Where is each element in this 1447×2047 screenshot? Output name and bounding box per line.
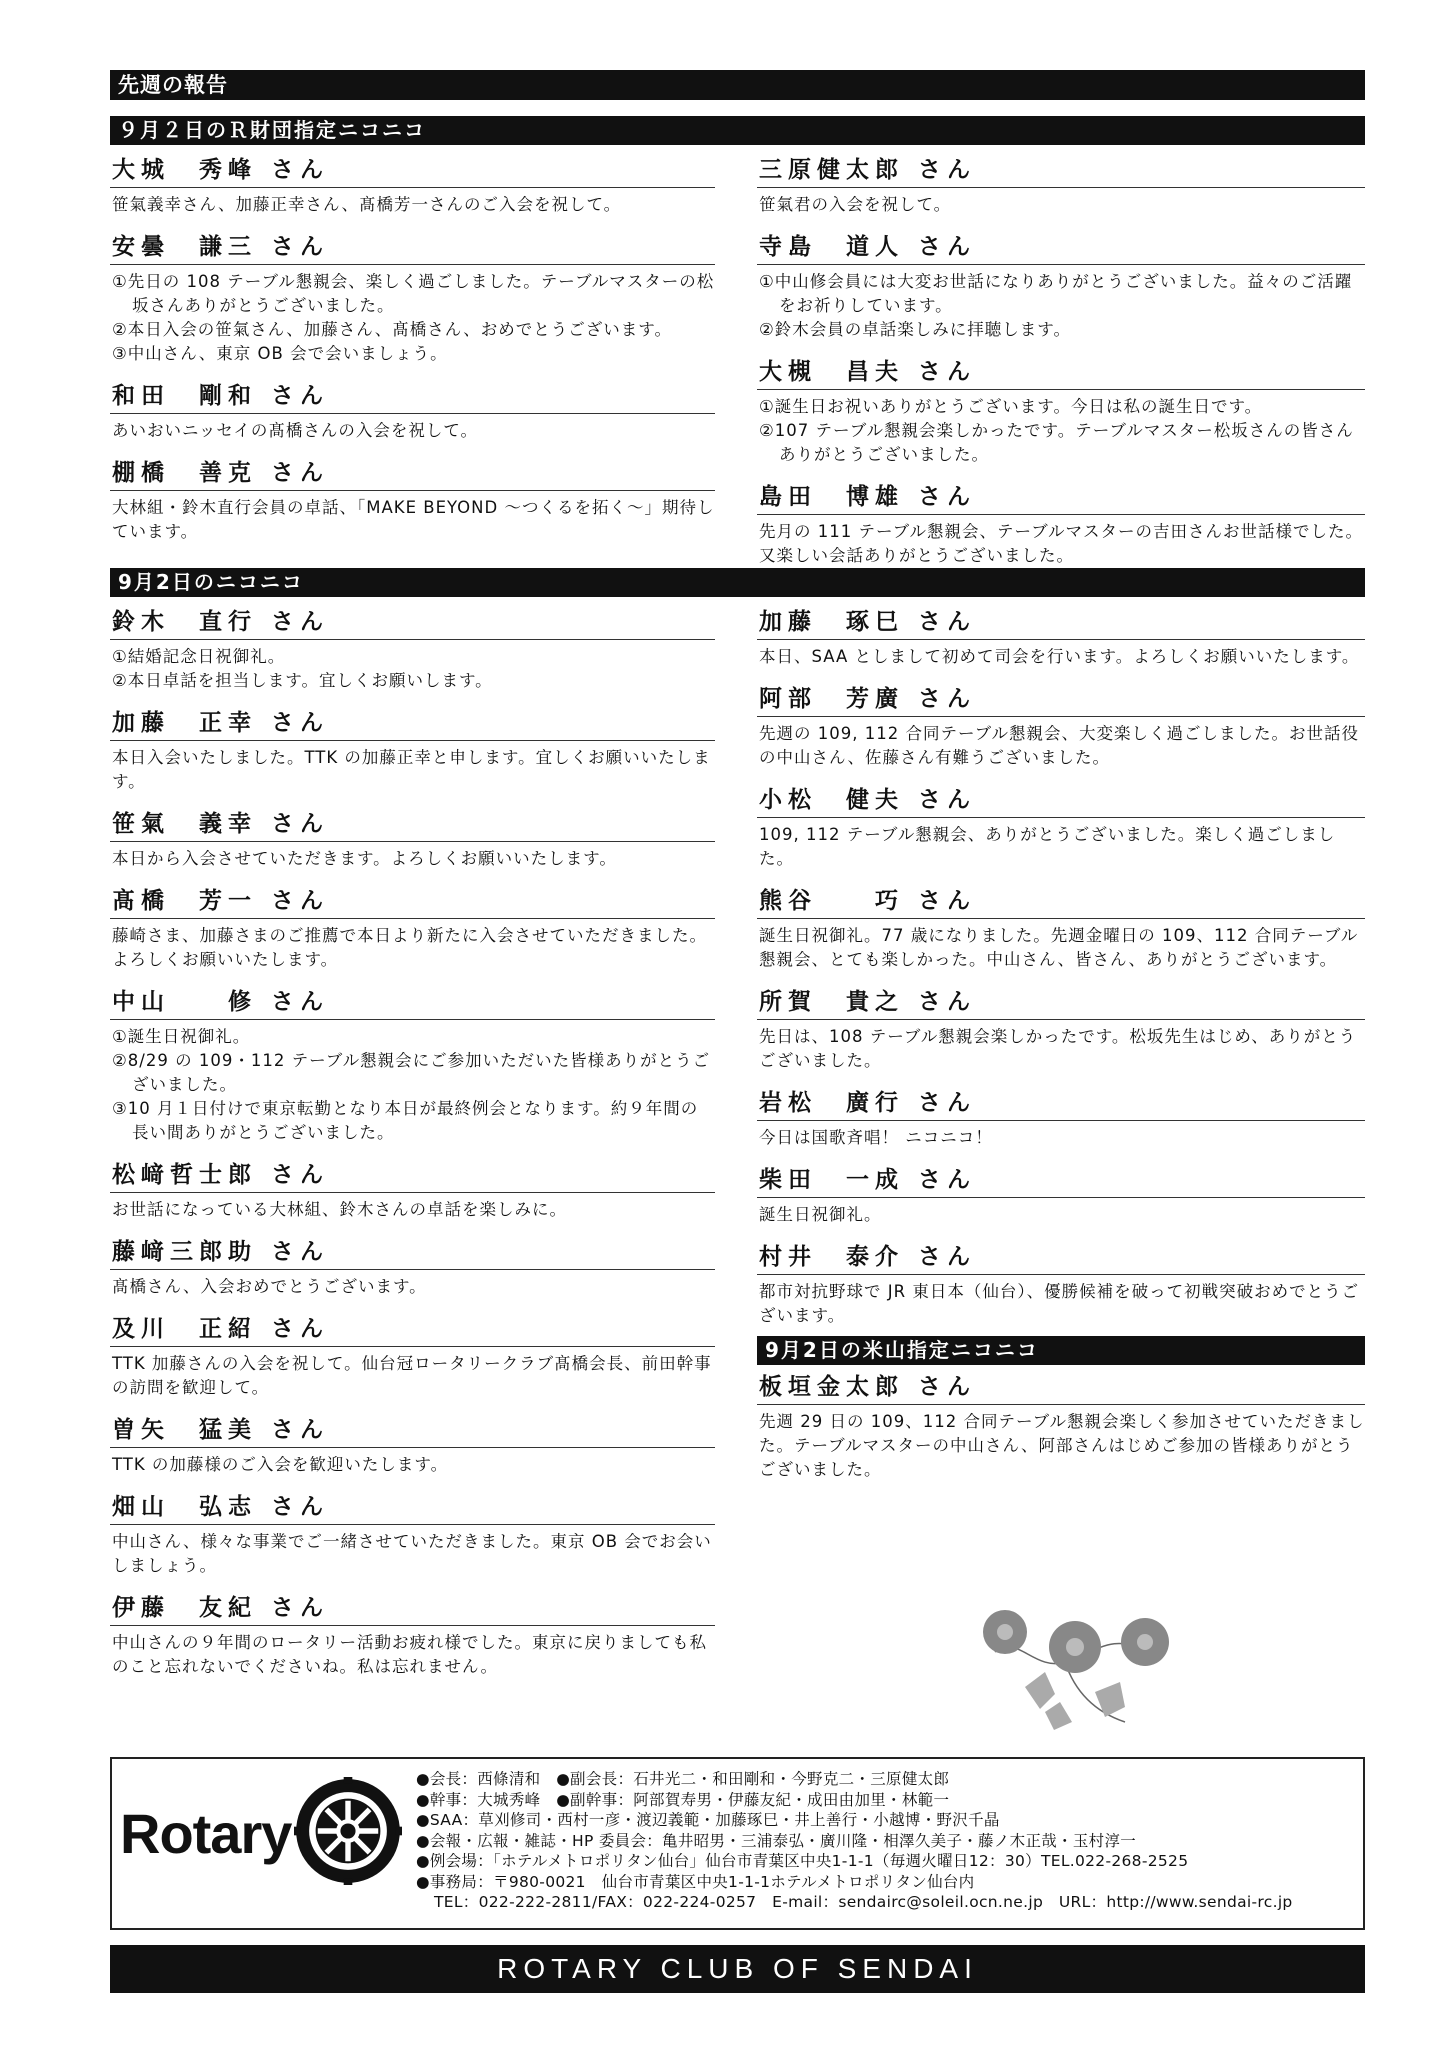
- part1-right-column: [757, 148, 1365, 576]
- part2-columns: [110, 600, 1365, 1687]
- member-entry: [757, 350, 1365, 469]
- member-name: 藤﨑三郎助 さん: [110, 1230, 715, 1270]
- info-line-secretary: ●幹事：大城秀峰 ●副幹事：阿部賀寿男・伊藤友紀・成田由加里・林範一: [416, 1790, 950, 1809]
- part2-right-column: [757, 600, 1365, 1687]
- member-name: 板垣金太郎 さん: [757, 1365, 1365, 1405]
- club-name-banner: ROTARY CLUB OF SENDAI: [110, 1945, 1365, 1993]
- part2-left-column: [110, 600, 715, 1687]
- message-line: 109, 112 テーブル懇親会、ありがとうございました。楽しく過ごしました。: [759, 825, 1336, 868]
- message-line: TTK 加藤さんの入会を祝して。仙台冠ロータリークラブ髙橋会長、前田幹事の訪問を歓迎して。: [112, 1354, 712, 1397]
- info-line-contact: TEL：022-222-2811/FAX：022-224-0257 E-mail：sendairc@soleil.ocn.ne.jp URL：http://www.sendai-rc.jp: [434, 1893, 1293, 1911]
- member-message: [110, 1020, 715, 1147]
- member-entry: [757, 980, 1365, 1075]
- member-entry: [110, 980, 715, 1147]
- part1-title: ９月２日のＲ財団指定ニコニコ: [110, 116, 1365, 145]
- member-message: [757, 1198, 1365, 1229]
- message-line: 先日は、108 テーブル懇親会楽しかったです。松坂先生はじめ、ありがとうございました。: [759, 1027, 1357, 1070]
- member-message: [110, 919, 715, 974]
- message-line: 藤崎さま、加藤さまのご推薦で本日より新たに入会させていただきました。よろしくお願いいたします。: [112, 926, 707, 969]
- member-name: 村井 泰介 さん: [757, 1235, 1365, 1275]
- message-line: 先週の 109, 112 合同テーブル懇親会、大変楽しく過ごしました。お世話役の中山さん、佐藤さん有難うございました。: [759, 724, 1359, 767]
- rotary-wheel-icon: [294, 1777, 402, 1885]
- message-line: 先月の 111 テーブル懇親会、テーブルマスターの吉田さんお世話様でした。又楽しい会話ありがとうございました。: [759, 522, 1364, 565]
- member-message: [757, 515, 1365, 570]
- member-name: 岩松 廣行 さん: [757, 1081, 1365, 1121]
- message-line: 笹氣君の入会を祝して。: [759, 195, 952, 214]
- member-entry: [110, 374, 715, 445]
- member-message: [110, 188, 715, 219]
- message-line: 中山さん、様々な事業でご一緒させていただきました。東京 OB 会でお会いしましょう。: [112, 1532, 712, 1575]
- member-message: [757, 1275, 1365, 1330]
- message-line: ①結婚記念日祝御礼。: [112, 647, 286, 666]
- message-line: ②8/29 の 109・112 テーブル懇親会にご参加いただいた皆様ありがとうございました。: [112, 1051, 711, 1094]
- member-entry: [110, 1485, 715, 1580]
- message-line: ①先日の 108 テーブル懇親会、楽しく過ごしました。テーブルマスターの松坂さんありがとうございました。: [112, 272, 715, 315]
- member-entry: [110, 879, 715, 974]
- member-name: 曽矢 猛美 さん: [110, 1408, 715, 1448]
- member-message: [110, 1347, 715, 1402]
- message-line: 本日から入会させていただきます。よろしくお願いいたします。: [112, 849, 617, 868]
- member-name: 髙橋 芳一 さん: [110, 879, 715, 919]
- member-entry: [757, 1365, 1365, 1484]
- member-name: 安曇 謙三 さん: [110, 225, 715, 265]
- member-entry: [757, 600, 1365, 671]
- message-line: 大林組・鈴木直行会員の卓話、「MAKE BEYOND ～つくるを拓く～」期待しています。: [112, 498, 715, 541]
- club-info: [416, 1769, 1293, 1913]
- member-entry: [757, 475, 1365, 570]
- message-line: TTK の加藤様のご入会を歓迎いたします。: [112, 1455, 449, 1474]
- message-line: あいおいニッセイの髙橋さんの入会を祝して。: [112, 421, 479, 440]
- member-name: 三原健太郎 さん: [757, 148, 1365, 188]
- part2-title: 9月2日のニコニコ: [110, 568, 1365, 597]
- info-line-office: ●事務局：〒980-0021 仙台市青葉区中央1-1-1ホテルメトロポリタン仙台内: [416, 1872, 975, 1891]
- message-line: 今日は国歌斉唱！ ニコニコ！: [759, 1128, 993, 1147]
- part3-title: 9月2日の米山指定ニコニコ: [757, 1336, 1365, 1365]
- footer-info-box: [110, 1757, 1365, 1930]
- message-line: 中山さんの９年間のロータリー活動お疲れ様でした。東京に戻りましても私のこと忘れないでくださいね。私は忘れません。: [112, 1633, 707, 1676]
- message-line: 本日、SAA としまして初めて司会を行います。よろしくお願いいたします。: [759, 647, 1360, 666]
- member-message: [757, 818, 1365, 873]
- member-name: 所賀 貴之 さん: [757, 980, 1365, 1020]
- morning-glory-illustration: [975, 1592, 1175, 1742]
- info-line-committee: ●会報・広報・雑誌・HP 委員会：亀井昭男・三浦泰弘・廣川隆・相澤久美子・藤ノ木正哉・玉村淳一: [416, 1831, 1137, 1850]
- member-name: 小松 健夫 さん: [757, 778, 1365, 818]
- message-line: ②鈴木会員の卓話楽しみに拝聴します。: [759, 320, 1071, 339]
- member-name: 鈴木 直行 さん: [110, 600, 715, 640]
- member-message: [757, 919, 1365, 974]
- member-name: 寺島 道人 さん: [757, 225, 1365, 265]
- member-name: 阿部 芳廣 さん: [757, 677, 1365, 717]
- message-line: お世話になっている大林組、鈴木さんの卓話を楽しみに。: [112, 1200, 567, 1219]
- info-line-saa: ●SAA：草刈修司・西村一彦・渡辺義範・加藤琢巳・井上善行・小越博・野沢千晶: [416, 1811, 1000, 1829]
- member-entry: [110, 1307, 715, 1402]
- member-message: [110, 1525, 715, 1580]
- member-message: [110, 1448, 715, 1479]
- message-line: 先週 29 日の 109、112 合同テーブル懇親会楽しく参加させていただきました。テーブルマスターの中山さん、阿部さんはじめご参加の皆様ありがとうございました。: [759, 1412, 1365, 1479]
- member-entry: [110, 1408, 715, 1479]
- info-line-officers: ●会長：西條清和 ●副会長：石井光二・和田剛和・今野克二・三原健太郎: [416, 1770, 950, 1788]
- message-line: 誕生日祝御礼。77 歳になりました。先週金曜日の 109、112 合同テーブル懇親会、とても楽しかった。中山さん、皆さん、ありがとうございます。: [759, 926, 1359, 969]
- member-entry: [110, 225, 715, 368]
- message-line: ③中山さん、東京 OB 会で会いましょう。: [112, 344, 448, 363]
- member-entry: [757, 1158, 1365, 1229]
- rotary-logo-text: Rotary: [120, 1802, 292, 1865]
- info-line-venue: ●例会場：「ホテルメトロポリタン仙台」仙台市青葉区中央1-1-1（毎週火曜日12：30）TEL.022-268-2525: [416, 1852, 1189, 1870]
- member-entry: [757, 148, 1365, 219]
- member-name: 畑山 弘志 さん: [110, 1485, 715, 1525]
- member-message: [110, 491, 715, 546]
- message-line: ②本日入会の笹氣さん、加藤さん、髙橋さん、おめでとうございます。: [112, 320, 672, 339]
- member-entry: [110, 148, 715, 219]
- member-message: [757, 717, 1365, 772]
- member-name: 大城 秀峰 さん: [110, 148, 715, 188]
- member-name: 棚橋 善克 さん: [110, 451, 715, 491]
- message-line: ③10 月１日付けで東京転勤となり本日が最終例会となります。約９年間の長い間ありがとうございました。: [112, 1099, 699, 1142]
- member-name: 笹氣 義幸 さん: [110, 802, 715, 842]
- member-entry: [757, 1081, 1365, 1152]
- member-name: 加藤 正幸 さん: [110, 701, 715, 741]
- member-name: 大槻 昌夫 さん: [757, 350, 1365, 390]
- member-message: [110, 640, 715, 695]
- member-entry: [757, 225, 1365, 344]
- part2-right-entries: [757, 600, 1365, 1330]
- member-message: [110, 1270, 715, 1301]
- member-name: 柴田 一成 さん: [757, 1158, 1365, 1198]
- message-line: 髙橋さん、入会おめでとうございます。: [112, 1277, 427, 1296]
- message-line: 都市対抗野球で JR 東日本（仙台）、優勝候補を破って初戦突破おめでとうございます。: [759, 1282, 1360, 1325]
- message-line: ①誕生日お祝いありがとうございます。今日は私の誕生日です。: [759, 397, 1263, 416]
- member-name: 松﨑哲士郎 さん: [110, 1153, 715, 1193]
- section-title: 先週の報告: [110, 70, 1365, 100]
- member-message: [757, 1121, 1365, 1152]
- member-message: [757, 640, 1365, 671]
- message-line: ①中山修会員には大変お世話になりありがとうございました。益々のご活躍をお祈りしています。: [759, 272, 1353, 315]
- member-entry: [110, 451, 715, 546]
- member-entry: [757, 778, 1365, 873]
- part1-columns: [110, 148, 1365, 576]
- message-line: ②107 テーブル懇親会楽しかったです。テーブルマスター松坂さんの皆さんありがとうございました。: [759, 421, 1354, 464]
- member-name: 和田 剛和 さん: [110, 374, 715, 414]
- member-message: [110, 1193, 715, 1224]
- message-line: ①誕生日祝御礼。: [112, 1027, 251, 1046]
- member-message: [110, 265, 715, 368]
- member-entry: [757, 1235, 1365, 1330]
- member-name: 島田 博雄 さん: [757, 475, 1365, 515]
- member-name: 加藤 琢巳 さん: [757, 600, 1365, 640]
- member-name: 中山 修 さん: [110, 980, 715, 1020]
- member-message: [110, 842, 715, 873]
- member-message: [110, 1626, 715, 1681]
- member-message: [757, 1020, 1365, 1075]
- member-entry: [757, 677, 1365, 772]
- member-entry: [757, 879, 1365, 974]
- member-message: [110, 741, 715, 796]
- member-entry: [110, 1586, 715, 1681]
- member-message: [757, 188, 1365, 219]
- member-name: 及川 正紹 さん: [110, 1307, 715, 1347]
- part1-left-column: [110, 148, 715, 576]
- member-message: [757, 390, 1365, 469]
- member-entry: [110, 1230, 715, 1301]
- member-message: [110, 414, 715, 445]
- message-line: 誕生日祝御礼。: [759, 1205, 882, 1224]
- member-entry: [110, 701, 715, 796]
- member-name: 伊藤 友紀 さん: [110, 1586, 715, 1626]
- part3-entries: [757, 1365, 1365, 1484]
- member-entry: [110, 600, 715, 695]
- message-line: ②本日卓話を担当します。宜しくお願いします。: [112, 671, 493, 690]
- member-name: 熊谷 巧 さん: [757, 879, 1365, 919]
- message-line: 本日入会いたしました。TTK の加藤正幸と申します。宜しくお願いいたします。: [112, 748, 711, 791]
- member-entry: [110, 802, 715, 873]
- member-message: [757, 265, 1365, 344]
- member-entry: [110, 1153, 715, 1224]
- member-message: [757, 1405, 1365, 1484]
- message-line: 笹氣義幸さん、加藤正幸さん、髙橋芳一さんのご入会を祝して。: [112, 195, 622, 214]
